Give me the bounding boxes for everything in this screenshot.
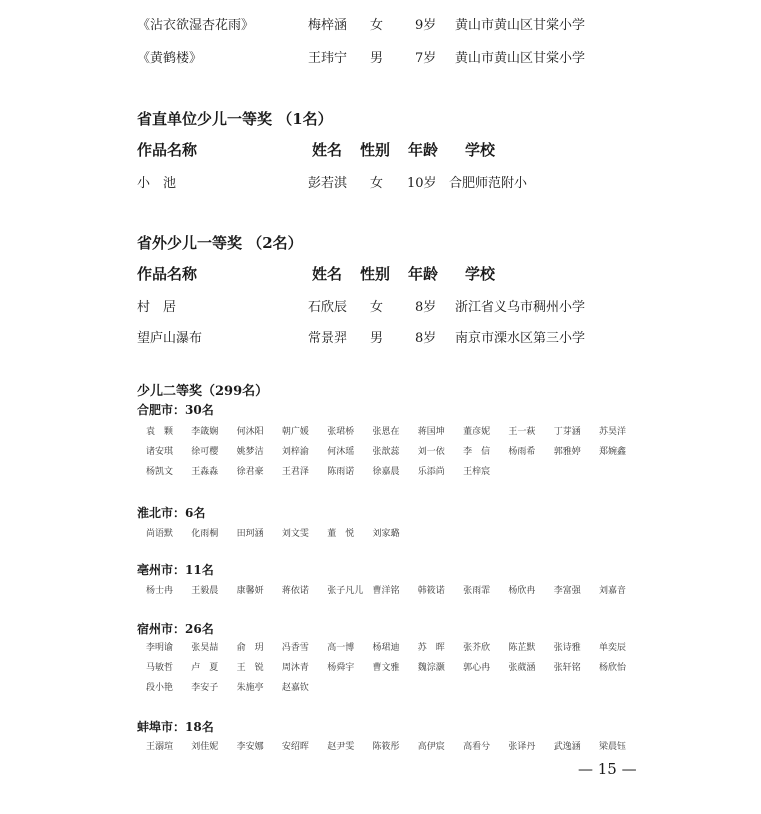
awardee-name: 安绍晖 bbox=[281, 742, 309, 752]
second-prize-title: 少儿二等奖（299名） bbox=[137, 384, 269, 399]
gender: 女 bbox=[370, 176, 384, 191]
awardee-name: 俞 玥 bbox=[236, 643, 264, 653]
awardee-name: 郑婉鑫 bbox=[599, 447, 627, 457]
awardee-name: 张葳涵 bbox=[508, 663, 536, 673]
awardee-name: 尚语默 bbox=[146, 529, 174, 539]
awardee-name: 王 锐 bbox=[236, 663, 264, 673]
awardee-name: 马敏哲 bbox=[146, 663, 174, 673]
awardee-name: 段小艳 bbox=[146, 683, 174, 693]
awardee-name: 赵嘉钦 bbox=[281, 683, 309, 693]
awardee-name: 李安子 bbox=[191, 683, 219, 693]
student-name: 梅梓涵 bbox=[308, 18, 348, 33]
header-age: 年龄 bbox=[408, 141, 439, 159]
awardee-name: 卢 夏 bbox=[191, 663, 219, 673]
header-name: 姓名 bbox=[312, 265, 343, 283]
awardee-name: 徐君豪 bbox=[236, 467, 264, 477]
awardee-name: 张昊喆 bbox=[191, 643, 219, 653]
header-gender: 性别 bbox=[360, 141, 391, 159]
awardee-name: 张诗雅 bbox=[553, 643, 581, 653]
awardee-name: 王淼淼 bbox=[191, 467, 219, 477]
awardee-name: 陈筱彤 bbox=[372, 742, 400, 752]
awardee-name: 杨珺迪 bbox=[372, 643, 400, 653]
header-age: 年龄 bbox=[408, 265, 439, 283]
awardee-name: 杨雨希 bbox=[508, 447, 536, 457]
awardee-name: 蒋依诺 bbox=[281, 586, 309, 596]
age: 8岁 bbox=[415, 300, 437, 315]
awardee-name: 韩筱诺 bbox=[417, 586, 445, 596]
table-header bbox=[0, 139, 761, 163]
awardee-name: 徐嘉晨 bbox=[372, 467, 400, 477]
student-name: 王玮宁 bbox=[308, 51, 348, 66]
awardee-name: 张歆蕊 bbox=[372, 447, 400, 457]
awardee-name: 武逸涵 bbox=[553, 742, 581, 752]
awardee-name: 曹文雅 bbox=[372, 663, 400, 673]
awardee-name: 董彦妮 bbox=[463, 427, 491, 437]
awardee-name: 郭雅婷 bbox=[553, 447, 581, 457]
header-gender: 性别 bbox=[360, 265, 391, 283]
awardee-name: 张珺桥 bbox=[327, 427, 355, 437]
awardee-name: 刘梓渝 bbox=[281, 447, 309, 457]
awardee-name: 刘一依 bbox=[417, 447, 445, 457]
work-title: 《黄鹤楼》 bbox=[137, 51, 203, 66]
awardee-name: 苏昊洋 bbox=[599, 427, 627, 437]
awardee-name: 苏 晖 bbox=[417, 643, 445, 653]
awardee-name: 化雨桐 bbox=[191, 529, 219, 539]
section-title: 省外少儿一等奖 （2名） bbox=[137, 234, 303, 252]
awardee-name: 高一博 bbox=[327, 643, 355, 653]
awardee-name: 董 悦 bbox=[327, 529, 355, 539]
awardee-name: 李明谕 bbox=[146, 643, 174, 653]
city-label: 淮北市：6名 bbox=[137, 506, 206, 520]
city-label: 合肥市：30名 bbox=[137, 403, 214, 417]
awardee-name: 李富强 bbox=[553, 586, 581, 596]
awardee-name: 单奕辰 bbox=[599, 643, 627, 653]
awardee-name: 朝广媛 bbox=[281, 427, 309, 437]
awardee-name: 高伊宸 bbox=[417, 742, 445, 752]
awardee-name: 陈芷默 bbox=[508, 643, 536, 653]
work-title: 村 居 bbox=[137, 300, 177, 315]
awardee-name: 康馨妍 bbox=[236, 586, 264, 596]
page-number: — 15 — bbox=[578, 760, 637, 778]
header-school: 学校 bbox=[465, 141, 496, 159]
school: 浙江省义乌市稠州小学 bbox=[455, 300, 586, 315]
awardee-name: 梁晨钰 bbox=[599, 742, 627, 752]
awardee-name: 丁芽涵 bbox=[553, 427, 581, 437]
age: 9岁 bbox=[415, 18, 437, 33]
awardee-name: 姚梦洁 bbox=[236, 447, 264, 457]
awardee-name: 杨凯文 bbox=[146, 467, 174, 477]
school: 黄山市黄山区甘棠小学 bbox=[455, 51, 586, 66]
awardee-name: 田珂涵 bbox=[236, 529, 264, 539]
awardee-name: 蒋国坤 bbox=[417, 427, 445, 437]
school: 黄山市黄山区甘棠小学 bbox=[455, 18, 586, 33]
table-row bbox=[0, 172, 761, 196]
awardee-name: 徐可樱 bbox=[191, 447, 219, 457]
awardee-name: 乐添尚 bbox=[417, 467, 445, 477]
awardee-name: 周沐青 bbox=[281, 663, 309, 673]
awardee-name: 诸安琪 bbox=[146, 447, 174, 457]
table-row bbox=[0, 296, 761, 320]
age: 7岁 bbox=[415, 51, 437, 66]
section-title: 省直单位少儿一等奖 （1名） bbox=[137, 110, 333, 128]
header-work: 作品名称 bbox=[137, 265, 198, 283]
awardee-name: 王溺瑄 bbox=[146, 742, 174, 752]
awardee-name: 李 信 bbox=[463, 447, 491, 457]
awardee-name: 张子凡儿 bbox=[327, 586, 364, 596]
awardee-name: 王一萩 bbox=[508, 427, 536, 437]
awardee-name: 李箴娴 bbox=[191, 427, 219, 437]
table-row bbox=[0, 327, 761, 351]
table-row bbox=[0, 14, 761, 38]
table-header bbox=[0, 263, 761, 287]
awardee-name: 冯香雪 bbox=[281, 643, 309, 653]
city-label: 亳州市：11名 bbox=[137, 563, 214, 577]
student-name: 彭若淇 bbox=[308, 176, 348, 191]
awardee-name: 张轩铭 bbox=[553, 663, 581, 673]
city-label: 蚌埠市：18名 bbox=[137, 720, 214, 734]
school: 合肥师范附小 bbox=[449, 176, 528, 191]
school: 南京市溧水区第三小学 bbox=[455, 331, 586, 346]
awardee-name: 曹洋铭 bbox=[372, 586, 400, 596]
awardee-name: 何沐阳 bbox=[236, 427, 264, 437]
awardee-name: 刘佳妮 bbox=[191, 742, 219, 752]
awardee-name: 杨欣怡 bbox=[599, 663, 627, 673]
gender: 男 bbox=[370, 51, 384, 66]
awardee-name: 张雨霏 bbox=[463, 586, 491, 596]
awardee-name: 刘嘉音 bbox=[599, 586, 627, 596]
awardee-name: 袁 颗 bbox=[146, 427, 174, 437]
awardee-name: 杨欣冉 bbox=[508, 586, 536, 596]
awardee-name: 赵尹雯 bbox=[327, 742, 355, 752]
awardee-name: 陈雨诺 bbox=[327, 467, 355, 477]
header-school: 学校 bbox=[465, 265, 496, 283]
awardee-name: 刘文雯 bbox=[281, 529, 309, 539]
awardee-name: 高看兮 bbox=[463, 742, 491, 752]
city-label: 宿州市：26名 bbox=[137, 622, 214, 636]
awardee-name: 张芥欣 bbox=[463, 643, 491, 653]
student-name: 常景羿 bbox=[308, 331, 348, 346]
gender: 女 bbox=[370, 18, 384, 33]
awardee-name: 魏淙灏 bbox=[417, 663, 445, 673]
awardee-name: 何沐瑶 bbox=[327, 447, 355, 457]
header-name: 姓名 bbox=[312, 141, 343, 159]
header-work: 作品名称 bbox=[137, 141, 198, 159]
gender: 女 bbox=[370, 300, 384, 315]
age: 8岁 bbox=[415, 331, 437, 346]
awardee-name: 张恩在 bbox=[372, 427, 400, 437]
awardee-name: 郭心冉 bbox=[463, 663, 491, 673]
work-title: 望庐山瀑布 bbox=[137, 331, 203, 346]
awardee-name: 王君泽 bbox=[281, 467, 309, 477]
awardee-name: 王毅晨 bbox=[191, 586, 219, 596]
age: 10岁 bbox=[407, 176, 437, 191]
awardee-name: 杨舜宇 bbox=[327, 663, 355, 673]
work-title: 小 池 bbox=[137, 176, 177, 191]
awardee-name: 刘家璐 bbox=[372, 529, 400, 539]
awardee-name: 朱施亭 bbox=[236, 683, 264, 693]
work-title: 《沾衣欲湿杏花雨》 bbox=[137, 18, 255, 33]
awardee-name: 杨士冉 bbox=[146, 586, 174, 596]
awardee-name: 张译丹 bbox=[508, 742, 536, 752]
awardee-name: 李安娜 bbox=[236, 742, 264, 752]
student-name: 石欣辰 bbox=[308, 300, 348, 315]
awardee-name: 王梓宸 bbox=[463, 467, 491, 477]
table-row bbox=[0, 47, 761, 71]
gender: 男 bbox=[370, 331, 384, 346]
